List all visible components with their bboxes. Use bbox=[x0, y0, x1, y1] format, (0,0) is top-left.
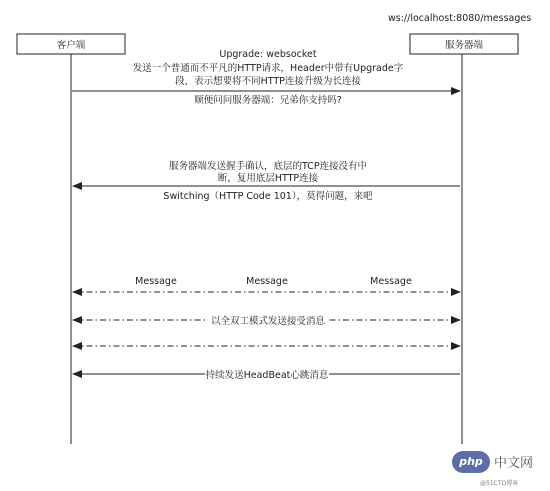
message-label-line: Upgrade: websocket bbox=[219, 49, 317, 60]
watermark-credit: @51CTO博客 bbox=[480, 480, 519, 487]
message-full-duplex bbox=[73, 313, 460, 327]
message-bidirectional-messages bbox=[73, 276, 460, 292]
watermark-site-name: 中文网 bbox=[494, 456, 534, 471]
message-center-label: 以全双工模式发送接受消息 bbox=[210, 316, 326, 327]
message-center-label: 持续发送HeadBeat心跳消息 bbox=[205, 370, 329, 381]
message-upgrade-request bbox=[72, 49, 460, 106]
message-label-line: 服务器端发送握手确认，底层的TCP连接没有中 bbox=[168, 161, 368, 172]
watermark-php-badge: php bbox=[452, 451, 490, 473]
client-label: 客户端 bbox=[56, 40, 86, 51]
message-note: 顺便问问服务器端：兄弟你支持吗? bbox=[194, 95, 342, 106]
message-heartbeat bbox=[73, 367, 460, 381]
server-label: 服务器端 bbox=[444, 40, 484, 51]
url-label: ws://localhost:8080/messages bbox=[388, 13, 532, 24]
message-label-line: 发送一个普通而不平凡的HTTP请求，Header中带有Upgrade字 bbox=[132, 63, 404, 74]
message-inline-label: Message bbox=[246, 276, 288, 287]
message-inline-label: Message bbox=[135, 276, 177, 287]
message-note: Switching（HTTP Code 101），莫得问题，来吧 bbox=[163, 191, 373, 202]
message-handshake-response bbox=[73, 160, 460, 202]
message-label-line: 段，表示想要将不同HTTP连接升级为长连接 bbox=[175, 76, 361, 87]
message-inline-label: Message bbox=[370, 276, 412, 287]
message-label-line: 断，复用底层HTTP连接 bbox=[217, 173, 319, 184]
